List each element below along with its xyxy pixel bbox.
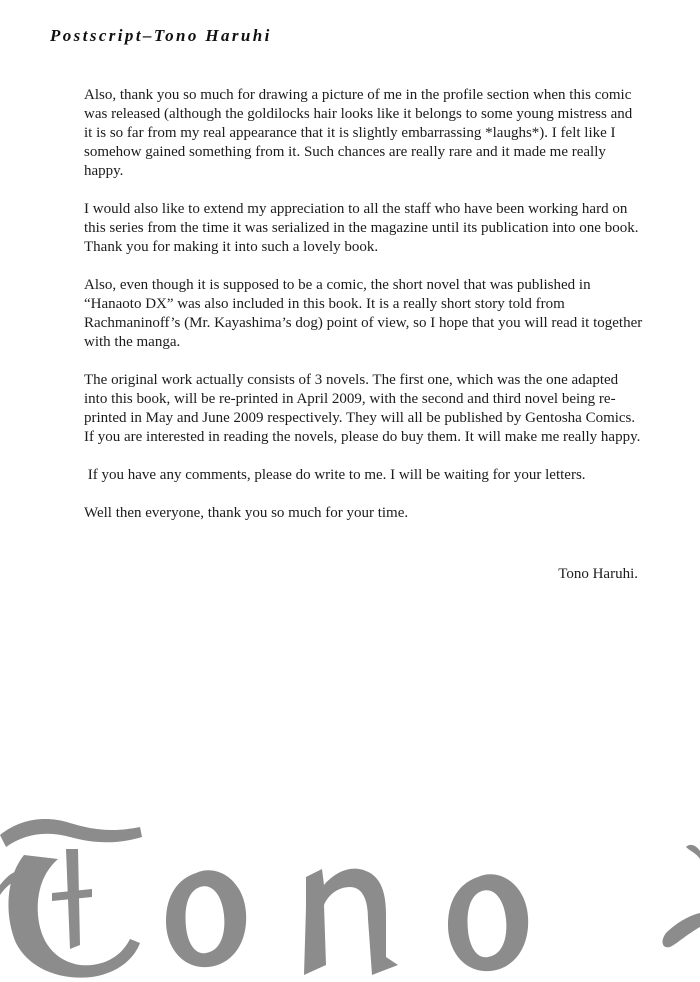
watermark-letter-o [448, 874, 528, 971]
watermark-letter-o [166, 870, 246, 967]
watermark-letter-n [304, 869, 398, 975]
signature: Tono Haruhi. [558, 566, 638, 582]
paragraph: Well then everyone, thank you so much for your time. [84, 505, 409, 521]
paragraph: Also, thank you so much for drawing a picture of me in the profile section when this comic was released (although the goldilocks hair looks like it belongs to some young mistress and it is so far from my real appearance that it is slightly embarrassing *laughs*). I felt like I somehow gained something from it. Such chances are really rare and it made me really happy. [84, 87, 633, 179]
watermark-letter-t [0, 819, 142, 978]
paragraph: The original work actually consists of 3 novels. The first one, which was the one adapted into this book, will be re-printed in April 2009, with the second and third novel being re-printed in May and June 2009 respectively. They will all be published by Gentosha Comics. If you are interested in reading the novels, please do buy them. It will make me really happy. [84, 372, 641, 445]
paragraph: I would also like to extend my appreciation to all the staff who have been working hard on this series from the time it was serialized in the magazine until its publication into one book. Thank you for making it into such a lovely book. [84, 201, 639, 255]
paragraph: Also, even though it is supposed to be a comic, the short novel that was published in “Hanaoto DX” was also included in this book. It is a really short story told from Rachmaninoff’s (Mr. Kayashima’s dog) point of view, so I hope that you will read it together with the manga. [84, 277, 643, 350]
name-watermark [0, 815, 700, 982]
postscript-body [84, 86, 644, 542]
page-title: Postscript–Tono Haruhi [50, 26, 272, 45]
watermark-swash [663, 845, 700, 947]
paragraph: If you have any comments, please do write to me. I will be waiting for your letters. [84, 467, 586, 483]
